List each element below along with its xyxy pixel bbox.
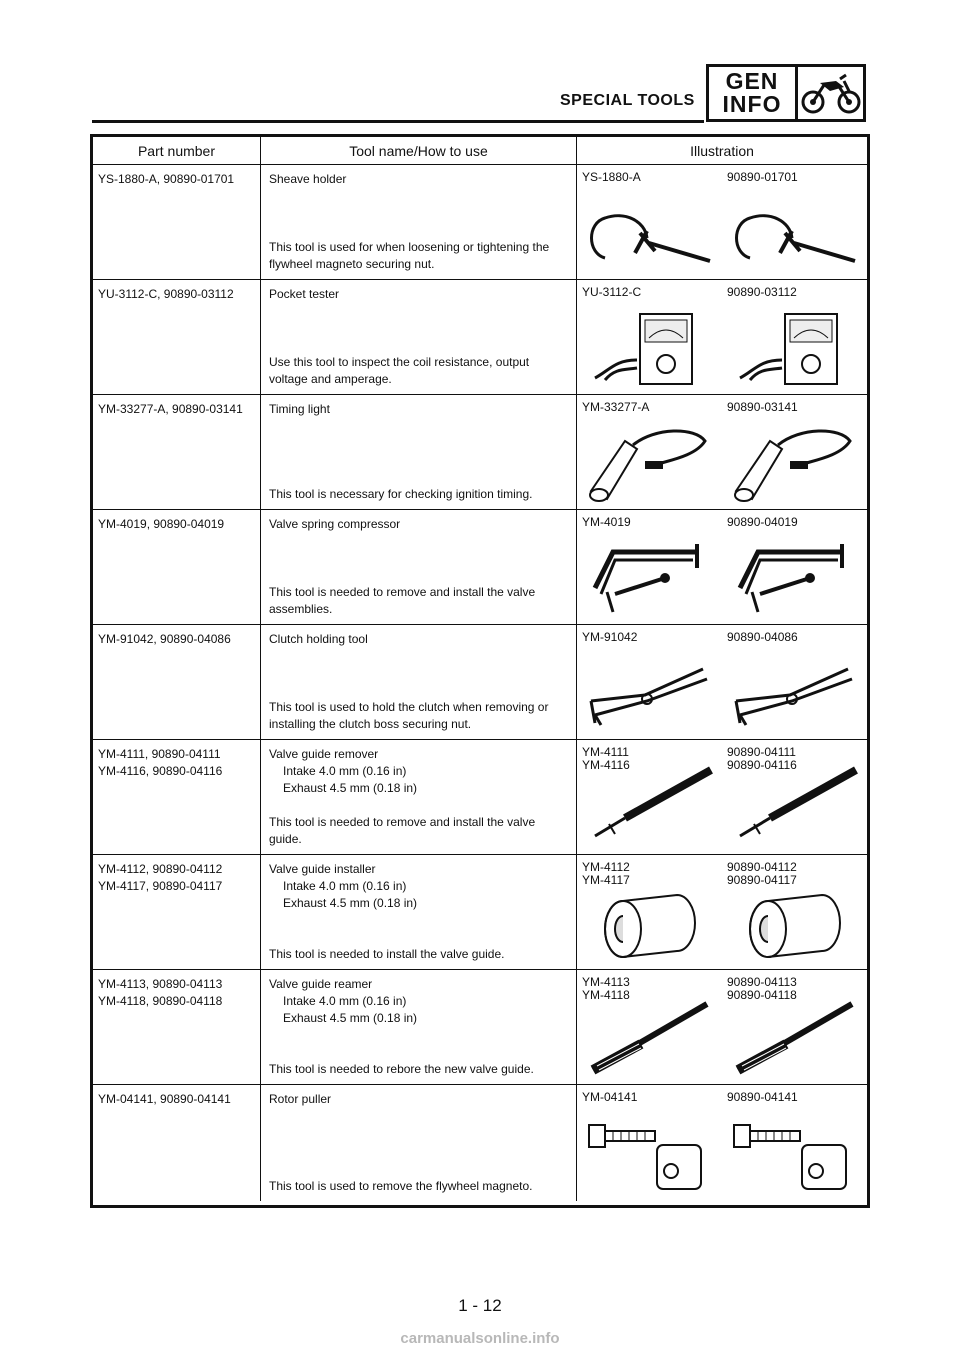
- part-number-line: YM-4113, 90890-04113: [98, 977, 223, 991]
- tool-description: This tool is used for when loosening or tightening the flywheel magneto securing nut.: [269, 240, 550, 271]
- illustration-us: [577, 510, 722, 624]
- part-number-line: YM-4019, 90890-04019: [98, 517, 225, 531]
- illustration-label-intl: 90890-04086: [727, 630, 798, 644]
- tool-description: This tool is needed to rebore the new valve guide.: [269, 1062, 534, 1076]
- illustration-cell: [577, 740, 867, 854]
- illustration-intl: [722, 740, 867, 854]
- tool-spec: Exhaust 4.5 mm (0.18 in): [283, 781, 418, 795]
- part-number-line: YM-4112, 90890-04112: [98, 862, 223, 876]
- tool-description: This tool is used to hold the clutch when removing or installing the clutch boss securing nut.: [269, 700, 549, 731]
- illustration-intl: [722, 625, 867, 739]
- part-number-cell: [93, 855, 261, 969]
- illustration-us: [577, 970, 722, 1084]
- tool-name: Timing light: [269, 402, 330, 416]
- part-number-cell: [93, 395, 261, 509]
- part-number-line: YM-91042, 90890-04086: [98, 632, 231, 646]
- col-part-number: Part number: [93, 137, 261, 164]
- illustration-intl: [722, 970, 867, 1084]
- tool-description: This tool is necessary for checking ignition timing.: [269, 487, 533, 501]
- illustration-cell: [577, 855, 867, 969]
- tool-name: Pocket tester: [269, 287, 340, 301]
- illustration-cell: [577, 395, 867, 509]
- illustration-label-us: YM-4019: [582, 515, 631, 529]
- tool-description: This tool is needed to remove and install the valve guide.: [269, 815, 536, 846]
- table-row: [93, 395, 867, 510]
- illustration-label-us: YM-04141: [582, 1090, 638, 1104]
- illustration-intl: [722, 855, 867, 969]
- illustration-label-intl: 90890-04141: [727, 1090, 798, 1104]
- tool-name-cell: [261, 280, 577, 394]
- tool-description: This tool is needed to remove and install the valve assemblies.: [269, 585, 536, 616]
- tool-name-cell: [261, 970, 577, 1084]
- tool-name: Valve guide remover: [269, 747, 379, 761]
- illustration-us: [577, 1085, 722, 1201]
- illustration-label-us: YM-33277-A: [582, 400, 650, 414]
- tool-name: Sheave holder: [269, 172, 347, 186]
- part-number-line: YM-4116, 90890-04116: [98, 764, 223, 778]
- illustration-label-intl: 90890-04111 90890-04116: [727, 745, 797, 772]
- tool-name: Valve spring compressor: [269, 517, 401, 531]
- illustration-label-intl: 90890-03112: [727, 285, 797, 299]
- gen-info-badge: [706, 64, 866, 122]
- tool-name: Valve guide installer: [269, 862, 376, 876]
- illustration-intl: [722, 165, 867, 279]
- tool-name-cell: [261, 395, 577, 509]
- illustration-label-intl: 90890-03141: [727, 400, 798, 414]
- illustration-label-intl: 90890-01701: [727, 170, 798, 184]
- tool-name-cell: [261, 510, 577, 624]
- tool-name-cell: [261, 1085, 577, 1201]
- illustration-cell: [577, 970, 867, 1084]
- tool-name: Valve guide reamer: [269, 977, 373, 991]
- illustration-label-us: YM-4113 YM-4118: [582, 975, 630, 1002]
- illustration-label-intl: 90890-04019: [727, 515, 798, 529]
- table-row: [93, 510, 867, 625]
- header-rule: [92, 120, 704, 123]
- part-number-line: YU-3112-C, 90890-03112: [98, 287, 234, 301]
- illustration-us: [577, 855, 722, 969]
- special-tools-table: [90, 134, 870, 1208]
- illustration-us: [577, 395, 722, 509]
- badge-line-info: INFO: [722, 91, 782, 117]
- page-number: 1 - 12: [458, 1296, 502, 1315]
- tool-name-cell: [261, 165, 577, 279]
- tool-name-cell: [261, 740, 577, 854]
- watermark: carmanualsonline.info: [400, 1330, 560, 1347]
- illustration-us: [577, 740, 722, 854]
- part-number-cell: [93, 165, 261, 279]
- part-number-line: YM-4117, 90890-04117: [98, 879, 223, 893]
- gen-info-text: [709, 67, 798, 119]
- tool-description: Use this tool to inspect the coil resistance, output voltage and amperage.: [269, 355, 530, 386]
- section-title: SPECIAL TOOLS: [560, 92, 695, 109]
- table-row: [93, 855, 867, 970]
- table-header: [93, 137, 867, 165]
- part-number-line: YM-4118, 90890-04118: [98, 994, 223, 1008]
- tool-name: Rotor puller: [269, 1092, 332, 1106]
- illustration-intl: [722, 395, 867, 509]
- col-tool-name: Tool name/How to use: [261, 137, 577, 164]
- part-number-cell: [93, 740, 261, 854]
- illustration-intl: [722, 1085, 867, 1201]
- part-number-cell: [93, 625, 261, 739]
- tool-description: This tool is used to remove the flywheel magneto.: [269, 1179, 533, 1193]
- tool-spec: Intake 4.0 mm (0.16 in): [283, 994, 407, 1008]
- illustration-intl: [722, 280, 867, 394]
- table-row: [93, 280, 867, 395]
- illustration-label-intl: 90890-04112 90890-04117: [727, 860, 797, 887]
- illustration-us: [577, 280, 722, 394]
- part-number-cell: [93, 510, 261, 624]
- illustration-label-us: YM-4111 YM-4116: [582, 745, 630, 772]
- badge-line-gen: GEN: [725, 68, 779, 94]
- tool-name-cell: [261, 855, 577, 969]
- part-number-line: YM-4111, 90890-04111: [98, 747, 221, 761]
- part-number-line: YM-33277-A, 90890-03141: [98, 402, 243, 416]
- tool-spec: Intake 4.0 mm (0.16 in): [283, 879, 407, 893]
- tool-spec: Exhaust 4.5 mm (0.18 in): [283, 1011, 418, 1025]
- illustration-cell: [577, 165, 867, 279]
- part-number-cell: [93, 970, 261, 1084]
- illustration-label-us: YM-91042: [582, 630, 638, 644]
- table-row: [93, 970, 867, 1085]
- table-row: [93, 625, 867, 740]
- illustration-cell: [577, 625, 867, 739]
- table-row: [93, 740, 867, 855]
- motorcycle-icon: [798, 67, 863, 119]
- illustration-cell: [577, 510, 867, 624]
- part-number-cell: [93, 1085, 261, 1201]
- tool-spec: Intake 4.0 mm (0.16 in): [283, 764, 407, 778]
- illustration-cell: [577, 1085, 867, 1201]
- tool-name: Clutch holding tool: [269, 632, 368, 646]
- tool-spec: Exhaust 4.5 mm (0.18 in): [283, 896, 418, 910]
- col-illustration: Illustration: [690, 142, 754, 159]
- illustration-label-us: YU-3112-C: [582, 285, 642, 299]
- tool-description: This tool is needed to install the valve guide.: [269, 947, 505, 961]
- table-row: [93, 1085, 867, 1201]
- part-number-line: YS-1880-A, 90890-01701: [98, 172, 235, 186]
- illustration-label-intl: 90890-04113 90890-04118: [727, 975, 797, 1002]
- table-row: [93, 165, 867, 280]
- illustration-cell: [577, 280, 867, 394]
- illustration-label-us: YM-4112 YM-4117: [582, 860, 630, 887]
- part-number-cell: [93, 280, 261, 394]
- illustration-label-us: YS-1880-A: [582, 170, 641, 184]
- illustration-us: [577, 625, 722, 739]
- illustration-intl: [722, 510, 867, 624]
- part-number-line: YM-04141, 90890-04141: [98, 1092, 231, 1106]
- illustration-us: [577, 165, 722, 279]
- tool-name-cell: [261, 625, 577, 739]
